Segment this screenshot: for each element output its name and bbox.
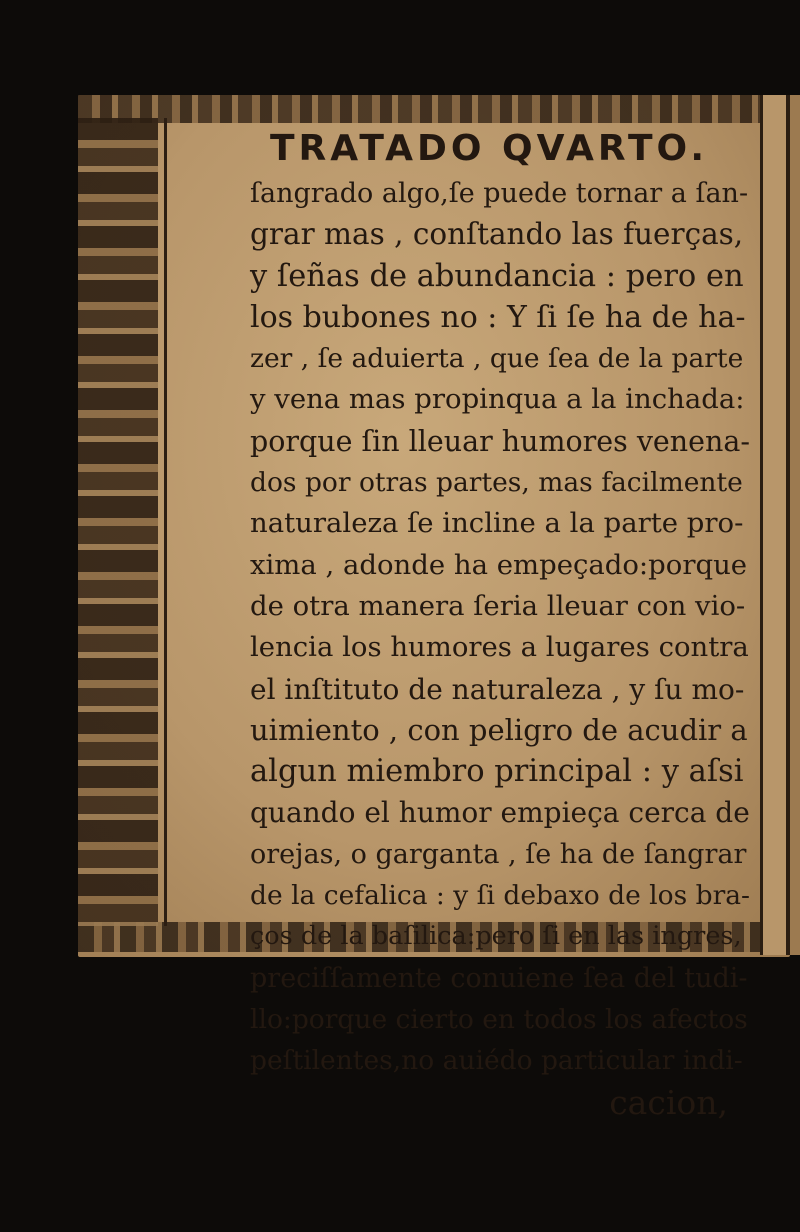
text-line: ſangrado algo,ſe puede tornar a ſan- bbox=[250, 178, 749, 209]
text-line: zer , ſe aduierta , que ſea de la parte bbox=[250, 343, 744, 375]
text-line: el inſtituto de naturaleza , y ſu mo- bbox=[250, 672, 745, 706]
right-page-edge bbox=[760, 95, 800, 955]
text-line: algun miembro principal : y aſsi bbox=[250, 754, 744, 790]
text-line: preciſſamente conuiene ſea del tudi- bbox=[250, 962, 748, 994]
text-line: orejas, o garganta , ſe ha de ſangrar bbox=[250, 838, 747, 870]
text-line: uimiento , con peligro de acudir a bbox=[250, 712, 748, 747]
text-line: de otra manera ſeria lleuar con vio- bbox=[250, 589, 746, 622]
text-line: lencia los humores a lugares contra bbox=[250, 631, 749, 664]
left-ornamental-border bbox=[78, 118, 158, 926]
top-ornamental-border bbox=[78, 95, 768, 123]
page-text bbox=[250, 125, 750, 1123]
text-line: y ſeñas de abundancia : pero en bbox=[250, 258, 744, 294]
catchword: cacion, bbox=[609, 1082, 728, 1122]
text-line: dos por otras partes, mas facilmente bbox=[250, 467, 743, 499]
text-line: xima , adonde ha empeçado:porque bbox=[250, 548, 748, 581]
text-line: los bubones no : Y ſi ſe ha de ha- bbox=[250, 299, 746, 335]
text-line: peſtilentes,no auiédo particular indi- bbox=[250, 1045, 743, 1077]
text-line: porque ſin lleuar humores venena- bbox=[250, 424, 750, 458]
text-line: llo:porque cierto en todos los afectos bbox=[250, 1003, 748, 1035]
running-head: TRATADO QVARTO. bbox=[270, 128, 709, 169]
text-line: y vena mas propinqua a la inchada: bbox=[250, 383, 745, 416]
text-line: ços de la baſilica:pero ſi en las ingres, bbox=[250, 921, 742, 952]
text-line: grar mas , conſtando las fuerças, bbox=[250, 217, 744, 252]
left-border-rule bbox=[164, 118, 167, 926]
text-line: de la cefalica : y ſi debaxo de los bra- bbox=[250, 880, 751, 912]
text-line: naturaleza ſe incline a la parte pro- bbox=[250, 507, 744, 540]
text-line: quando el humor empieça cerca de bbox=[250, 796, 750, 830]
